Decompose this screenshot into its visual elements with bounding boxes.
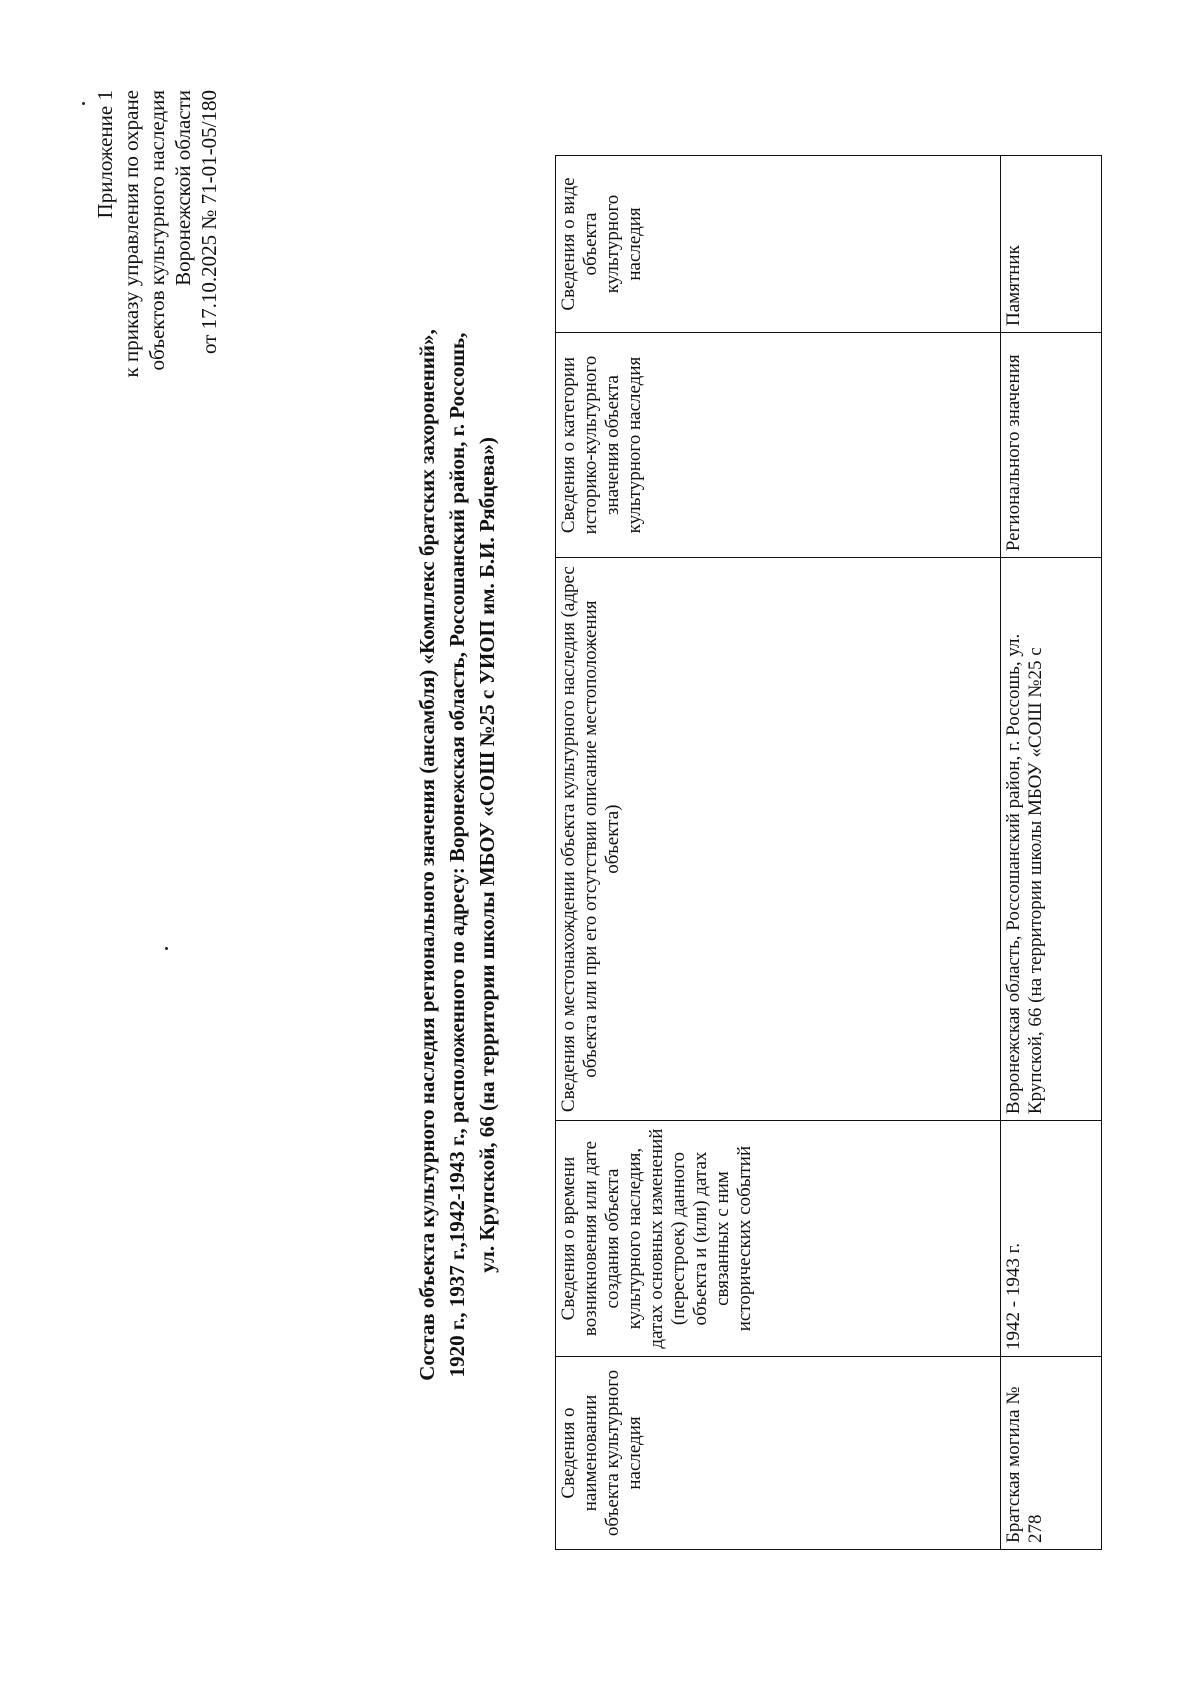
cell-category: Регионального значения xyxy=(1001,332,1102,557)
scan-speck xyxy=(82,102,85,105)
cell-date: 1942 - 1943 г. xyxy=(1001,1121,1102,1357)
title-line: Состав объекта культурного наследия регионального значения (ансамбля) «Комплекс братских захоронений», xyxy=(415,329,439,1381)
title-line: 1920 г., 1937 г.,1942-1943 г., расположенного по адресу: Воронежская область, Россошанский район, г. Россошь, xyxy=(445,332,469,1378)
table-header-row xyxy=(556,156,1001,1550)
cell-kind: Памятник xyxy=(1001,156,1102,333)
heritage-table xyxy=(555,155,1102,1550)
appendix-line: объектов культурного наследия xyxy=(145,90,169,371)
appendix-line: к приказу управления по охране xyxy=(119,90,143,378)
cell-location: Воронежская область, Россошанский район, г. Россошь, ул. Крупской, 66 (на территории школы МБОУ «СОШ №25 с xyxy=(1001,558,1102,1121)
header-location: Сведения о местонахождении объекта культурного наследия (адрес объекта или при его отсутствии описание местоположения объекта) xyxy=(556,558,1001,1121)
header-kind: Сведения о виде объекта культурного наследия xyxy=(556,156,1001,333)
table-row xyxy=(1001,156,1102,1550)
cell-name: Братская могила № 278 xyxy=(1001,1357,1102,1550)
scan-speck xyxy=(165,947,168,950)
header-date: Сведения о времени возникновения или дате создания объекта культурного наследия, датах основных изменений (перестроек) данного объекта и (или) датах связанных с ним исторических событий xyxy=(556,1121,1001,1357)
appendix-line: Воронежской области xyxy=(171,90,195,286)
document-title xyxy=(412,165,502,1545)
header-name: Сведения о наименовании объекта культурного наследия xyxy=(556,1357,1001,1550)
appendix-line: от 17.10.2025 № 71-01-05/180 xyxy=(197,90,221,355)
title-line: ул. Крупской, 66 (на территории школы МБОУ «СОШ №25 с УИОП им. Б.И. Рябцева») xyxy=(475,437,499,1273)
appendix-line: Приложение 1 xyxy=(93,90,117,219)
appendix-block xyxy=(92,90,222,650)
header-category: Сведения о категории историко-культурного значения объекта культурного наследия xyxy=(556,332,1001,557)
